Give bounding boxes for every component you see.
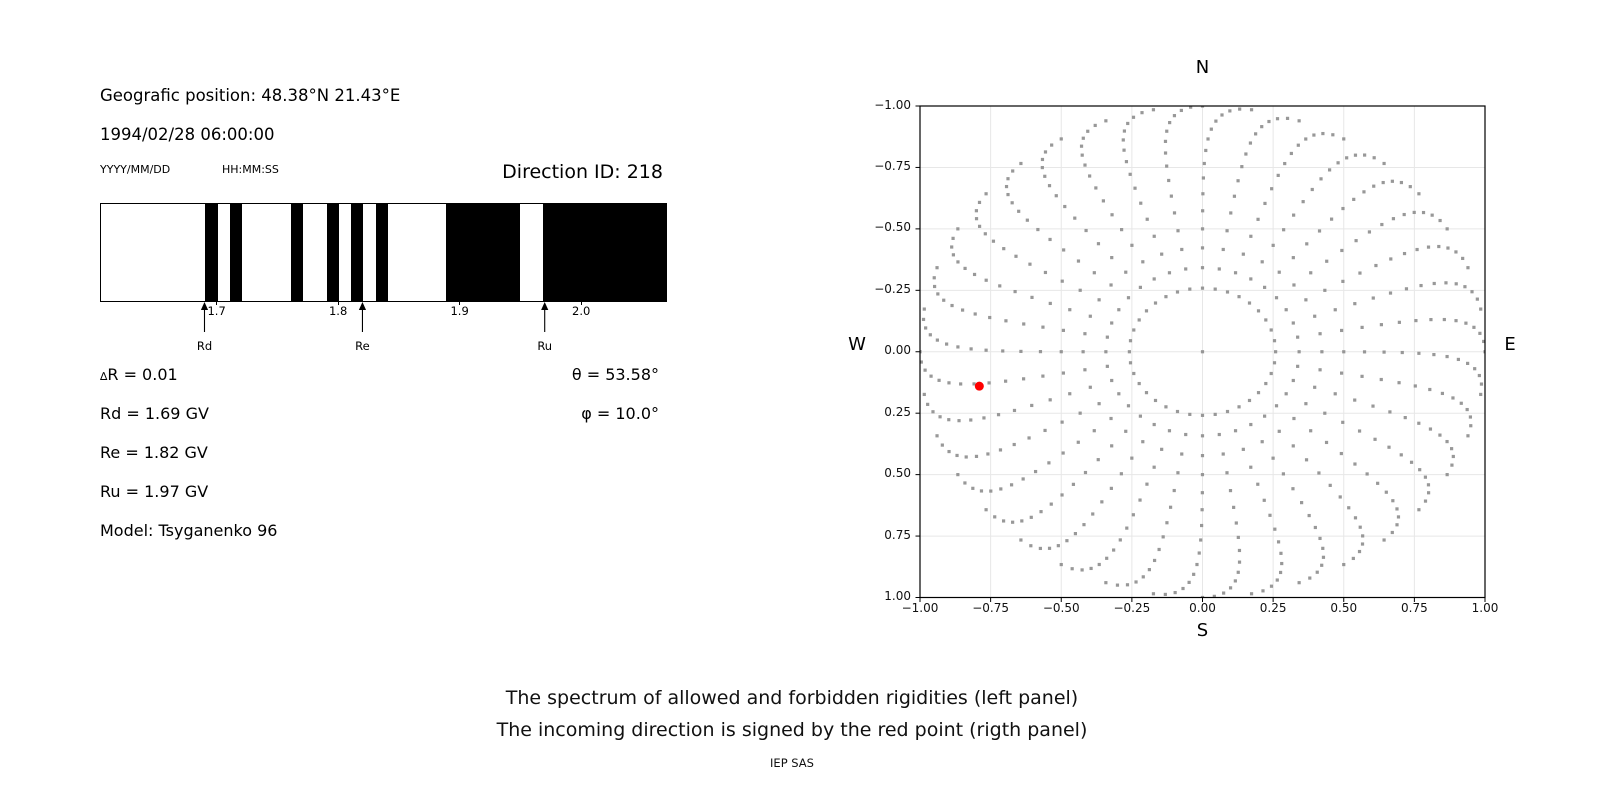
y-tick-label: −0.50 bbox=[874, 220, 911, 235]
allowed-rigidity-band bbox=[205, 204, 217, 301]
x-tick-label: 0.00 bbox=[1189, 601, 1216, 615]
allowed-rigidity-band bbox=[543, 204, 666, 301]
x-tick-label: −0.50 bbox=[1042, 601, 1080, 615]
marker-arrow-head bbox=[201, 302, 208, 310]
caption-line-1: The spectrum of allowed and forbidden rigidities (left panel) bbox=[505, 687, 1079, 709]
y-tick-label: −0.75 bbox=[874, 158, 911, 173]
y-tick-label: 1.00 bbox=[884, 589, 911, 603]
marker-label: Rd bbox=[196, 339, 213, 353]
marker-arrow-head bbox=[541, 302, 548, 310]
allowed-rigidity-band bbox=[230, 204, 242, 301]
x-tick-label: 1.00 bbox=[1471, 601, 1499, 615]
rigidity-spectrum-barcode bbox=[100, 203, 667, 302]
date-format-label: YYYY/MM/DD bbox=[100, 163, 171, 176]
axis-tick-marks bbox=[916, 106, 1486, 602]
spectrum-tick-label: 1.7 bbox=[207, 304, 226, 318]
allowed-rigidity-band bbox=[376, 204, 388, 301]
ru-value: Ru = 1.97 GV bbox=[100, 482, 209, 501]
delta-r-value: ∆R = 0.01 bbox=[100, 365, 178, 384]
model-label: Model: Tsyganenko 96 bbox=[100, 521, 278, 540]
theta-value: θ = 53.58° bbox=[571, 365, 659, 384]
spectrum-tick-label: 1.8 bbox=[328, 304, 348, 318]
x-tick-label: 0.50 bbox=[1330, 601, 1358, 615]
compass-south-label: S bbox=[1196, 620, 1209, 641]
y-tick-label: 0.75 bbox=[884, 527, 911, 542]
allowed-rigidity-band bbox=[446, 204, 520, 301]
geographic-position-text: Geografic position: 48.38°N 21.43°E bbox=[100, 86, 401, 105]
compass-north-label: N bbox=[1195, 57, 1210, 78]
time-format-label: HH:MM:SS bbox=[222, 163, 279, 176]
x-tick-label: −1.00 bbox=[901, 601, 939, 615]
direction-scatter-plot bbox=[914, 100, 1491, 604]
rd-value: Rd = 1.69 GV bbox=[100, 404, 209, 423]
y-tick-label: 0.00 bbox=[884, 343, 911, 358]
y-tick-label: 0.25 bbox=[884, 404, 911, 419]
datetime-text: 1994/02/28 06:00:00 bbox=[100, 125, 275, 144]
x-tick-label: −0.75 bbox=[972, 601, 1010, 615]
credit-text: IEP SAS bbox=[770, 756, 814, 770]
y-tick-label: −0.25 bbox=[874, 281, 911, 296]
direction-id-text: Direction ID: 218 bbox=[502, 161, 663, 183]
direction-angles-block bbox=[572, 355, 659, 433]
cutoff-values-block bbox=[100, 355, 277, 550]
asymptotic-direction-dots bbox=[918, 104, 1486, 599]
caption-line-2: The incoming direction is signed by the red point (rigth panel) bbox=[496, 719, 1088, 741]
cutoff-marker-arrows bbox=[100, 301, 667, 355]
allowed-rigidity-band bbox=[327, 204, 339, 301]
allowed-rigidity-band bbox=[291, 204, 303, 301]
marker-arrow-head bbox=[359, 302, 366, 310]
incoming-direction-red-point bbox=[975, 381, 984, 390]
spectrum-tick-label: 2.0 bbox=[572, 304, 591, 318]
y-tick-label: −1.00 bbox=[874, 97, 911, 112]
x-tick-label: −0.25 bbox=[1113, 601, 1151, 615]
x-tick-label: 0.25 bbox=[1259, 601, 1287, 615]
marker-label: Ru bbox=[537, 339, 553, 353]
y-tick-label: 0.50 bbox=[884, 466, 911, 481]
compass-west-label: W bbox=[848, 334, 866, 355]
allowed-rigidity-band bbox=[351, 204, 363, 301]
spectrum-tick-label: 1.9 bbox=[450, 304, 469, 318]
re-value: Re = 1.82 GV bbox=[100, 443, 208, 462]
compass-east-label: E bbox=[1504, 334, 1516, 355]
phi-value: φ = 10.0° bbox=[581, 404, 659, 423]
marker-label: Re bbox=[355, 339, 370, 353]
x-tick-label: 0.75 bbox=[1401, 601, 1428, 615]
